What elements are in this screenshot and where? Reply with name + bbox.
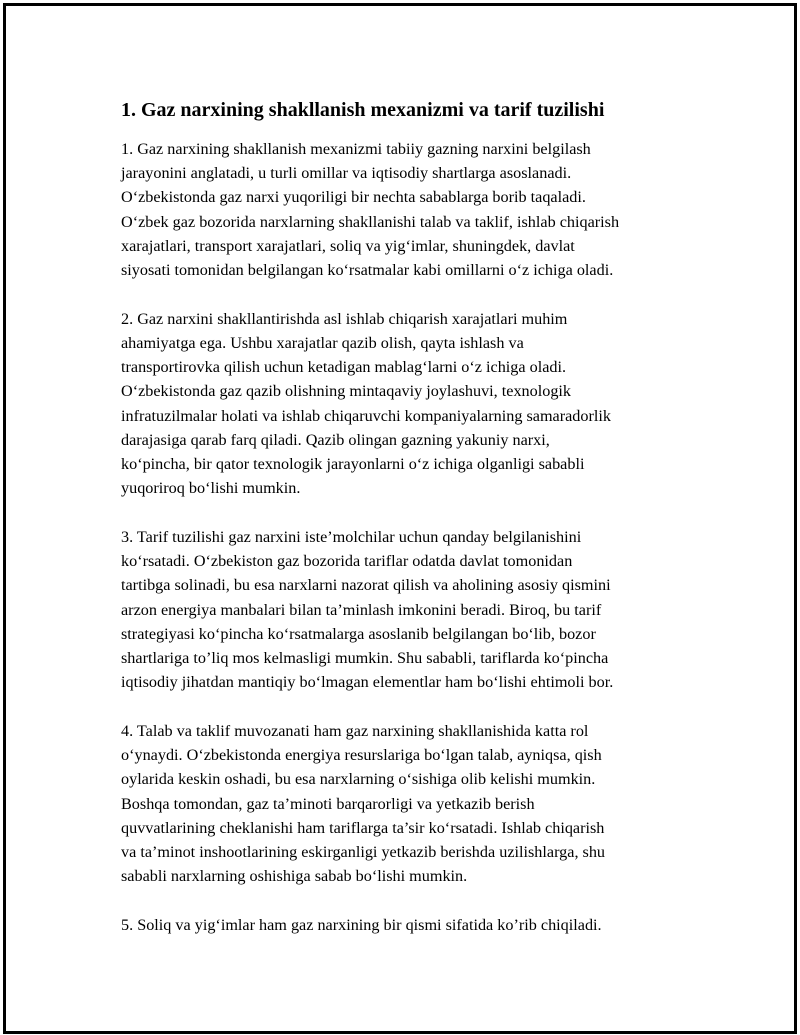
text-line: o‘ynaydi. O‘zbekistonda energiya resurslariga bo‘lgan talab, ayniqsa, qish — [121, 746, 602, 765]
text-line: infratuzilmalar holati va ishlab chiqaruvchi kompaniyalarning samaradorlik — [121, 406, 611, 425]
text-line: xarajatlari, transport xarajatlari, soliq va yig‘imlar, shuningdek, davlat — [121, 236, 575, 255]
text-line: sababli narxlarning oshishiga sabab bo‘lishi mumkin. — [121, 867, 468, 886]
text-line: va ta’minot inshootlarining eskirganligi yetkazib berishda uzilishlarga, shu — [121, 843, 606, 862]
text-line: quvvatlarining cheklanishi ham tariflarga ta’sir ko‘rsatadi. Ishlab chiqarish — [121, 818, 605, 837]
document-body — [121, 97, 701, 962]
paragraph-4 — [121, 719, 701, 888]
text-line: O‘zbek gaz bozorida narxlarning shakllanishi talab va taklif, ishlab chiqarish — [121, 212, 620, 231]
text-line: iqtisodiy jihatdan mantiqiy bo‘lmagan elementlar ham bo‘lishi ehtimoli bor. — [121, 673, 614, 692]
paragraph-5 — [121, 913, 701, 937]
text-line: 4. Talab va taklif muvozanati ham gaz narxining shakllanishida katta rol — [121, 722, 589, 741]
text-line: ahamiyatga ega. Ushbu xarajatlar qazib olish, qayta ishlash va — [121, 334, 524, 353]
text-line: 5. Soliq va yig‘imlar ham gaz narxining bir qismi sifatida ko’rib chiqiladi. — [121, 916, 602, 935]
text-line: 3. Tarif tuzilishi gaz narxini iste’molchilar uchun qanday belgilanishini — [121, 528, 582, 547]
text-line: arzon energiya manbalari bilan ta’minlash imkonini beradi. Biroq, bu tarif — [121, 600, 602, 619]
text-line: transportirovka qilish uchun ketadigan mablag‘larni o‘z ichiga oladi. — [121, 358, 567, 377]
text-line: shartlariga to’liq mos kelmasligi mumkin. Shu sababli, tariflarda ko‘pincha — [121, 649, 609, 668]
text-line: tartibga solinadi, bu esa narxlarni nazorat qilish va aholining asosiy qismini — [121, 576, 611, 595]
paragraph-3 — [121, 525, 701, 694]
text-line: Boshqa tomondan, gaz ta’minoti barqarorligi va yetkazib berish — [121, 794, 535, 813]
text-line: yuqoriroq bo‘lishi mumkin. — [121, 479, 301, 498]
text-line: strategiyasi ko‘pincha ko‘rsatmalarga asoslanib belgilangan bo‘lib, bozor — [121, 624, 596, 643]
text-line: ko‘pincha, bir qator texnologik jarayonlarni o‘z ichiga olganligi sababli — [121, 455, 585, 474]
text-line: O‘zbekistonda gaz qazib olishning mintaqaviy joylashuvi, texnologik — [121, 382, 572, 401]
paragraph-2 — [121, 307, 701, 501]
paragraph-1 — [121, 137, 701, 282]
text-line: O‘zbekistonda gaz narxi yuqoriligi bir nechta sabablarga borib taqaladi. — [121, 188, 586, 207]
page-frame — [3, 3, 797, 1034]
text-line: jarayonini anglatadi, u turli omillar va iqtisodiy shartlarga asoslanadi. — [121, 164, 572, 183]
text-line: ko‘rsatadi. O‘zbekiston gaz bozorida tariflar odatda davlat tomonidan — [121, 552, 573, 571]
document-title: 1. Gaz narxining shakllanish mexanizmi va tarif tuzilishi — [121, 99, 605, 121]
text-line: oylarida keskin oshadi, bu esa narxlarning o‘sishiga olib kelishi mumkin. — [121, 770, 596, 789]
text-line: darajasiga qarab farq qiladi. Qazib olingan gazning yakuniy narxi, — [121, 430, 550, 449]
text-line: 2. Gaz narxini shakllantirishda asl ishlab chiqarish xarajatlari muhim — [121, 309, 568, 328]
text-line: siyosati tomonidan belgilangan ko‘rsatmalar kabi omillarni o‘z ichiga oladi. — [121, 261, 614, 280]
text-line: 1. Gaz narxining shakllanish mexanizmi tabiiy gazning narxini belgilash — [121, 140, 591, 158]
